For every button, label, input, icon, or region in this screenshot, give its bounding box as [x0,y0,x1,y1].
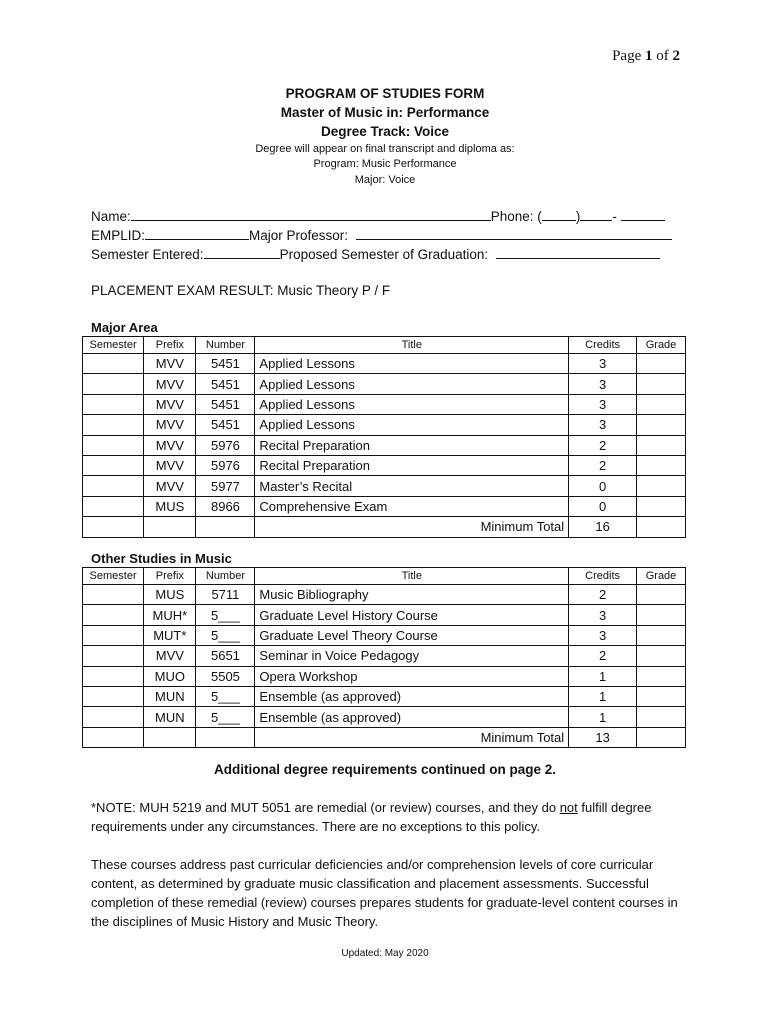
phone-paren: ) [575,209,581,224]
number-cell: 5976 [196,435,255,455]
grade-cell[interactable] [637,374,686,394]
prefix-cell: MVV [144,435,196,455]
prefix-cell: MUT* [144,625,196,645]
title-cell: Ensemble (as approved) [255,707,569,727]
semester-cell[interactable] [83,666,144,686]
credits-cell: 2 [569,455,637,475]
semester-entered-field[interactable] [204,246,280,259]
table-row [83,455,686,475]
credits-cell: 0 [569,496,637,516]
empty-cell [196,517,255,537]
major-line: Major: Voice [354,174,416,186]
col-prefix: Prefix [144,337,196,354]
form-subtitle: Master of Music in: Performance [280,105,490,120]
table-row [83,354,686,374]
table-row [83,435,686,455]
prefix-cell: MUO [144,666,196,686]
page-total: 2 [672,48,680,64]
number-cell: 5977 [196,476,255,496]
page-current: 1 [645,48,653,64]
emplid-professor-row [91,227,672,243]
semester-entered-label: Semester Entered: [91,247,204,262]
grade-cell[interactable] [637,686,686,706]
grade-cell[interactable] [637,666,686,686]
graduation-field[interactable] [496,246,660,259]
title-cell: Applied Lessons [255,394,569,414]
table-row [83,394,686,414]
title-cell: Music Bibliography [255,585,569,605]
empty-cell [144,727,196,747]
table-row [83,374,686,394]
credits-cell: 3 [569,374,637,394]
semester-cell[interactable] [83,585,144,605]
phone-area-field[interactable] [542,208,576,221]
prefix-cell: MUS [144,585,196,605]
placement-exam-result: PLACEMENT EXAM RESULT: Music Theory P / F [91,283,391,298]
table-row [83,707,686,727]
semester-cell[interactable] [83,605,144,625]
note-text-2: fulfill degree requirements under any circumstances. There are no exceptions to this policy. [91,800,652,834]
table-row [83,666,686,686]
table-row [83,686,686,706]
number-cell: 5___ [196,625,255,645]
semester-cell[interactable] [83,476,144,496]
col-semester: Semester [83,568,144,585]
table-row [83,476,686,496]
semester-cell[interactable] [83,646,144,666]
major-professor-field[interactable] [356,227,672,240]
minimum-total-label: Minimum Total [255,727,569,747]
col-semester: Semester [83,337,144,354]
credits-cell: 3 [569,394,637,414]
number-cell: 5505 [196,666,255,686]
total-row [83,517,686,537]
empty-cell [83,517,144,537]
updated-footer: Updated: May 2020 [341,948,429,959]
phone-prefix-field[interactable] [580,208,612,221]
prefix-cell: MVV [144,354,196,374]
major-area-header-row [83,337,686,354]
title-cell: Master’s Recital [255,476,569,496]
col-credits: Credits [569,337,637,354]
table-row [83,646,686,666]
grade-cell[interactable] [637,415,686,435]
credits-cell: 1 [569,666,637,686]
credits-cell: 2 [569,646,637,666]
credits-cell: 3 [569,415,637,435]
prefix-cell: MVV [144,455,196,475]
grade-cell[interactable] [637,605,686,625]
number-cell: 5451 [196,394,255,414]
page-label: Page [612,48,642,64]
note-not: not [559,800,578,815]
grade-cell[interactable] [637,517,686,537]
semester-cell[interactable] [83,354,144,374]
major-professor-label: Major Professor: [249,228,349,243]
table-row [83,605,686,625]
col-grade: Grade [637,337,686,354]
title-cell: Recital Preparation [255,435,569,455]
number-cell: 5451 [196,354,255,374]
semester-cell[interactable] [83,625,144,645]
emplid-label: EMPLID: [91,228,146,243]
title-cell: Applied Lessons [255,374,569,394]
prefix-cell: MVV [144,415,196,435]
col-title: Title [255,337,569,354]
prefix-cell: MVV [144,374,196,394]
name-phone-row [91,208,665,224]
prefix-cell: MUS [144,496,196,516]
number-cell: 5___ [196,605,255,625]
table-row [83,625,686,645]
continued-note: Additional degree requirements continued on page 2. [213,762,557,777]
number-cell: 5976 [196,455,255,475]
col-number: Number [196,337,255,354]
grade-cell[interactable] [637,435,686,455]
number-cell: 5___ [196,686,255,706]
table-row [83,415,686,435]
prefix-cell: MVV [144,476,196,496]
minimum-total-label: Minimum Total [255,517,569,537]
name-field[interactable] [131,208,491,221]
number-cell: 5711 [196,585,255,605]
degree-track: Degree Track: Voice [320,124,450,139]
prefix-cell: MVV [144,646,196,666]
total-row [83,727,686,747]
credits-cell: 3 [569,354,637,374]
minimum-total-value: 13 [569,727,637,747]
other-studies-header-row [83,568,686,585]
form-title: PROGRAM OF STUDIES FORM [285,86,485,101]
other-studies-table [82,567,686,748]
minimum-total-value: 16 [569,517,637,537]
page-of: of [656,48,669,64]
grade-cell[interactable] [637,455,686,475]
col-title: Title [255,568,569,585]
grade-cell[interactable] [637,354,686,374]
semester-cell[interactable] [83,435,144,455]
semester-cell[interactable] [83,496,144,516]
credits-cell: 2 [569,435,637,455]
title-cell: Comprehensive Exam [255,496,569,516]
title-cell: Seminar in Voice Pedagogy [255,646,569,666]
graduation-label: Proposed Semester of Graduation: [279,247,489,262]
prefix-cell: MUN [144,686,196,706]
grade-cell[interactable] [637,707,686,727]
number-cell: 5___ [196,707,255,727]
empty-cell [196,727,255,747]
title-cell: Ensemble (as approved) [255,686,569,706]
col-prefix: Prefix [144,568,196,585]
phone-line-field[interactable] [621,208,665,221]
title-cell: Graduate Level Theory Course [255,625,569,645]
number-cell: 8966 [196,496,255,516]
remedial-paragraph: These courses address past curricular deficiencies and/or comprehension levels of core curricular content, as determined by graduate music classification and placement assessments. Successful completion of these remedial (review) courses prepares students for graduate-level content courses in the disciplines of Music History and Music Theory. [91,857,678,929]
col-credits: Credits [569,568,637,585]
page-number [612,48,680,65]
diploma-note: Degree will appear on final transcript and diploma as: [255,143,515,155]
grade-cell[interactable] [637,496,686,516]
major-area-title: Major Area [91,320,158,335]
program-line: Program: Music Performance [313,158,457,170]
phone-label: Phone: ( [490,209,542,224]
empty-cell [144,517,196,537]
credits-cell: 1 [569,686,637,706]
credits-cell: 3 [569,625,637,645]
number-cell: 5651 [196,646,255,666]
title-cell: Applied Lessons [255,415,569,435]
phone-dash: - [612,209,617,224]
grade-cell[interactable] [637,476,686,496]
other-studies-title: Other Studies in Music [91,551,232,566]
number-cell: 5451 [196,415,255,435]
semester-cell[interactable] [83,455,144,475]
semester-cell[interactable] [83,394,144,414]
col-number: Number [196,568,255,585]
grade-cell[interactable] [637,625,686,645]
title-cell: Graduate Level History Course [255,605,569,625]
semester-cell[interactable] [83,415,144,435]
prefix-cell: MUH* [144,605,196,625]
col-grade: Grade [637,568,686,585]
note-text-1: *NOTE: MUH 5219 and MUT 5051 are remedial (or review) courses, and they do [91,800,560,815]
semester-row [91,246,660,262]
semester-cell[interactable] [83,707,144,727]
title-cell: Recital Preparation [255,455,569,475]
name-label: Name: [91,209,131,224]
semester-cell[interactable] [83,686,144,706]
semester-cell[interactable] [83,374,144,394]
major-area-table [82,336,686,538]
credits-cell: 3 [569,605,637,625]
table-row [83,496,686,516]
number-cell: 5451 [196,374,255,394]
grade-cell[interactable] [637,727,686,747]
credits-cell: 0 [569,476,637,496]
table-row [83,585,686,605]
title-cell: Opera Workshop [255,666,569,686]
title-cell: Applied Lessons [255,354,569,374]
empty-cell [83,727,144,747]
prefix-cell: MUN [144,707,196,727]
emplid-field[interactable] [145,227,249,240]
grade-cell[interactable] [637,585,686,605]
prefix-cell: MVV [144,394,196,414]
credits-cell: 2 [569,585,637,605]
credits-cell: 1 [569,707,637,727]
remedial-note [91,798,691,836]
grade-cell[interactable] [637,394,686,414]
grade-cell[interactable] [637,646,686,666]
